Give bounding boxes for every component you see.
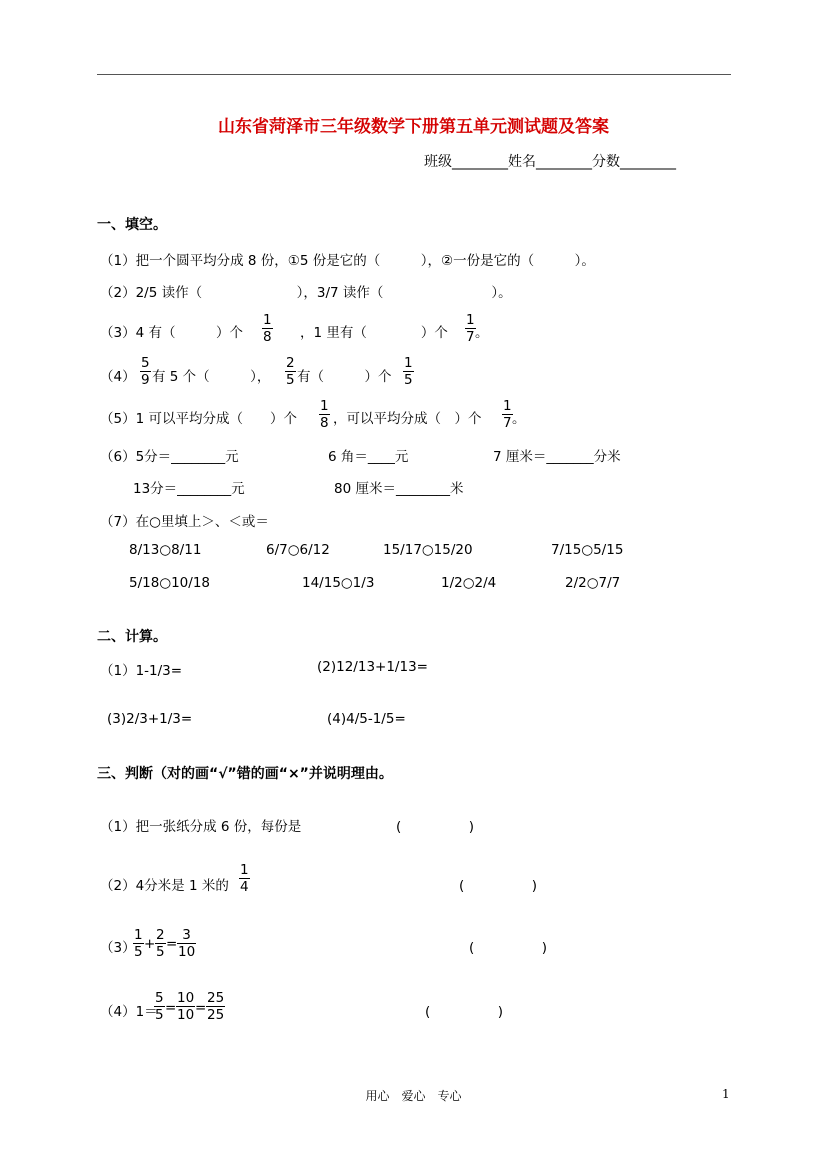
comparison-item: 5/18○10/18 [129,575,210,591]
calc-item-4: (4)4/5-1/5= [327,711,406,727]
fraction-two-fifths: $\frac{2}{5}$ [286,355,295,388]
q1-item-3-period: 。 [475,325,489,341]
q1-item-6-b: 6 角＝____元 [328,449,409,465]
plus-sign: + [144,936,156,952]
fraction-one-seventh-b: $\frac{1}{7}$ [503,398,512,431]
page-number: 1 [722,1087,730,1101]
q1-item-5-period: 。 [512,411,526,427]
equals-sign: = [165,1000,177,1016]
judge-item-2: （2）4分米是 1 米的 [100,878,229,894]
q1-item-6-a: （6）5分＝________元 [100,449,239,465]
student-info-line: 班级________姓名________分数________ [424,154,676,170]
comparison-item: 2/2○7/7 [565,575,621,591]
q1-item-4-part-b: 有（ ）个 [297,369,392,385]
q1-item-3-part-a: （3）4 有（ ）个 [100,325,243,341]
header-rule [97,74,731,75]
comparison-item: 8/13○8/11 [129,542,202,558]
comparison-item: 15/17○15/20 [383,542,473,558]
q1-item-3-part-b: ，1 里有（ ）个 [300,325,448,341]
section-heading-judge: 三、判断（对的画“√”错的画“×”并说明理由。 [97,766,393,782]
calc-item-3: (3)2/3+1/3= [107,711,193,727]
q1-item-5-part-b: ，可以平均分成（ ）个 [333,411,482,427]
q1-item-6-c: 7 厘米＝_______分米 [493,449,621,465]
fraction-three-tenths: $\frac{3}{10}$ [178,927,196,960]
comparison-item: 6/7○6/12 [266,542,330,558]
fraction-one-fourth: $\frac{1}{4}$ [240,862,249,895]
q1-item-4-label: （4） [100,369,136,385]
judge-item-3-label: （3） [100,940,136,956]
equals-sign: = [195,1000,207,1016]
calc-item-1: （1）1-1/3= [100,663,183,679]
fraction-one-seventh: $\frac{1}{7}$ [466,312,475,345]
fraction-five-fifths: $\frac{5}{5}$ [155,990,164,1023]
footer-motto: 用心 爱心 专心 [365,1089,462,1103]
fraction-one-fifth: $\frac{1}{5}$ [404,355,413,388]
calc-item-2: (2)12/13+1/13= [317,659,428,675]
judge-answer-paren-1: ( ) [396,819,475,835]
page-title: 山东省菏泽市三年级数学下册第五单元测试题及答案 [218,117,609,137]
judge-answer-paren-4: ( ) [425,1004,504,1020]
q1-item-6-d: 13分＝________元 [133,481,245,497]
judge-item-1: （1）把一张纸分成 6 份，每份是 [100,819,302,835]
section-heading-calculate: 二、计算。 [97,629,167,645]
fraction-one-fifth-b: $\frac{1}{5}$ [134,927,143,960]
q1-item-6-e: 80 厘米＝________米 [334,481,464,497]
fraction-one-eighth: $\frac{1}{8}$ [263,312,272,345]
section-heading-fill-blank: 一、填空。 [97,217,167,233]
equals-sign: = [166,936,178,952]
comparison-item: 14/15○1/3 [302,575,375,591]
fraction-twentyfive: $\frac{25}{25}$ [207,990,225,1023]
q1-item-7: （7）在○里填上＞、＜或＝ [100,514,269,530]
judge-item-4-label: （4）1＝ [100,1004,158,1020]
comparison-item: 1/2○2/4 [441,575,497,591]
fraction-two-fifths-b: $\frac{2}{5}$ [156,927,165,960]
q1-item-4-part-a: 有 5 个（ ）， [152,369,271,385]
fraction-ten-tenths: $\frac{10}{10}$ [177,990,195,1023]
fraction-one-eighth-b: $\frac{1}{8}$ [320,398,329,431]
q1-item-2: （2）2/5 读作（ ），3/7 读作（ ）。 [100,285,512,301]
q1-item-1: （1）把一个圆平均分成 8 份，①5 份是它的（ ），②一份是它的（ ）。 [100,253,595,269]
judge-answer-paren-2: ( ) [459,878,538,894]
judge-answer-paren-3: ( ) [469,940,548,956]
comparison-item: 7/15○5/15 [551,542,624,558]
q1-item-5-part-a: （5）1 可以平均分成（ ）个 [100,411,297,427]
fraction-five-ninths: $\frac{5}{9}$ [141,355,150,388]
